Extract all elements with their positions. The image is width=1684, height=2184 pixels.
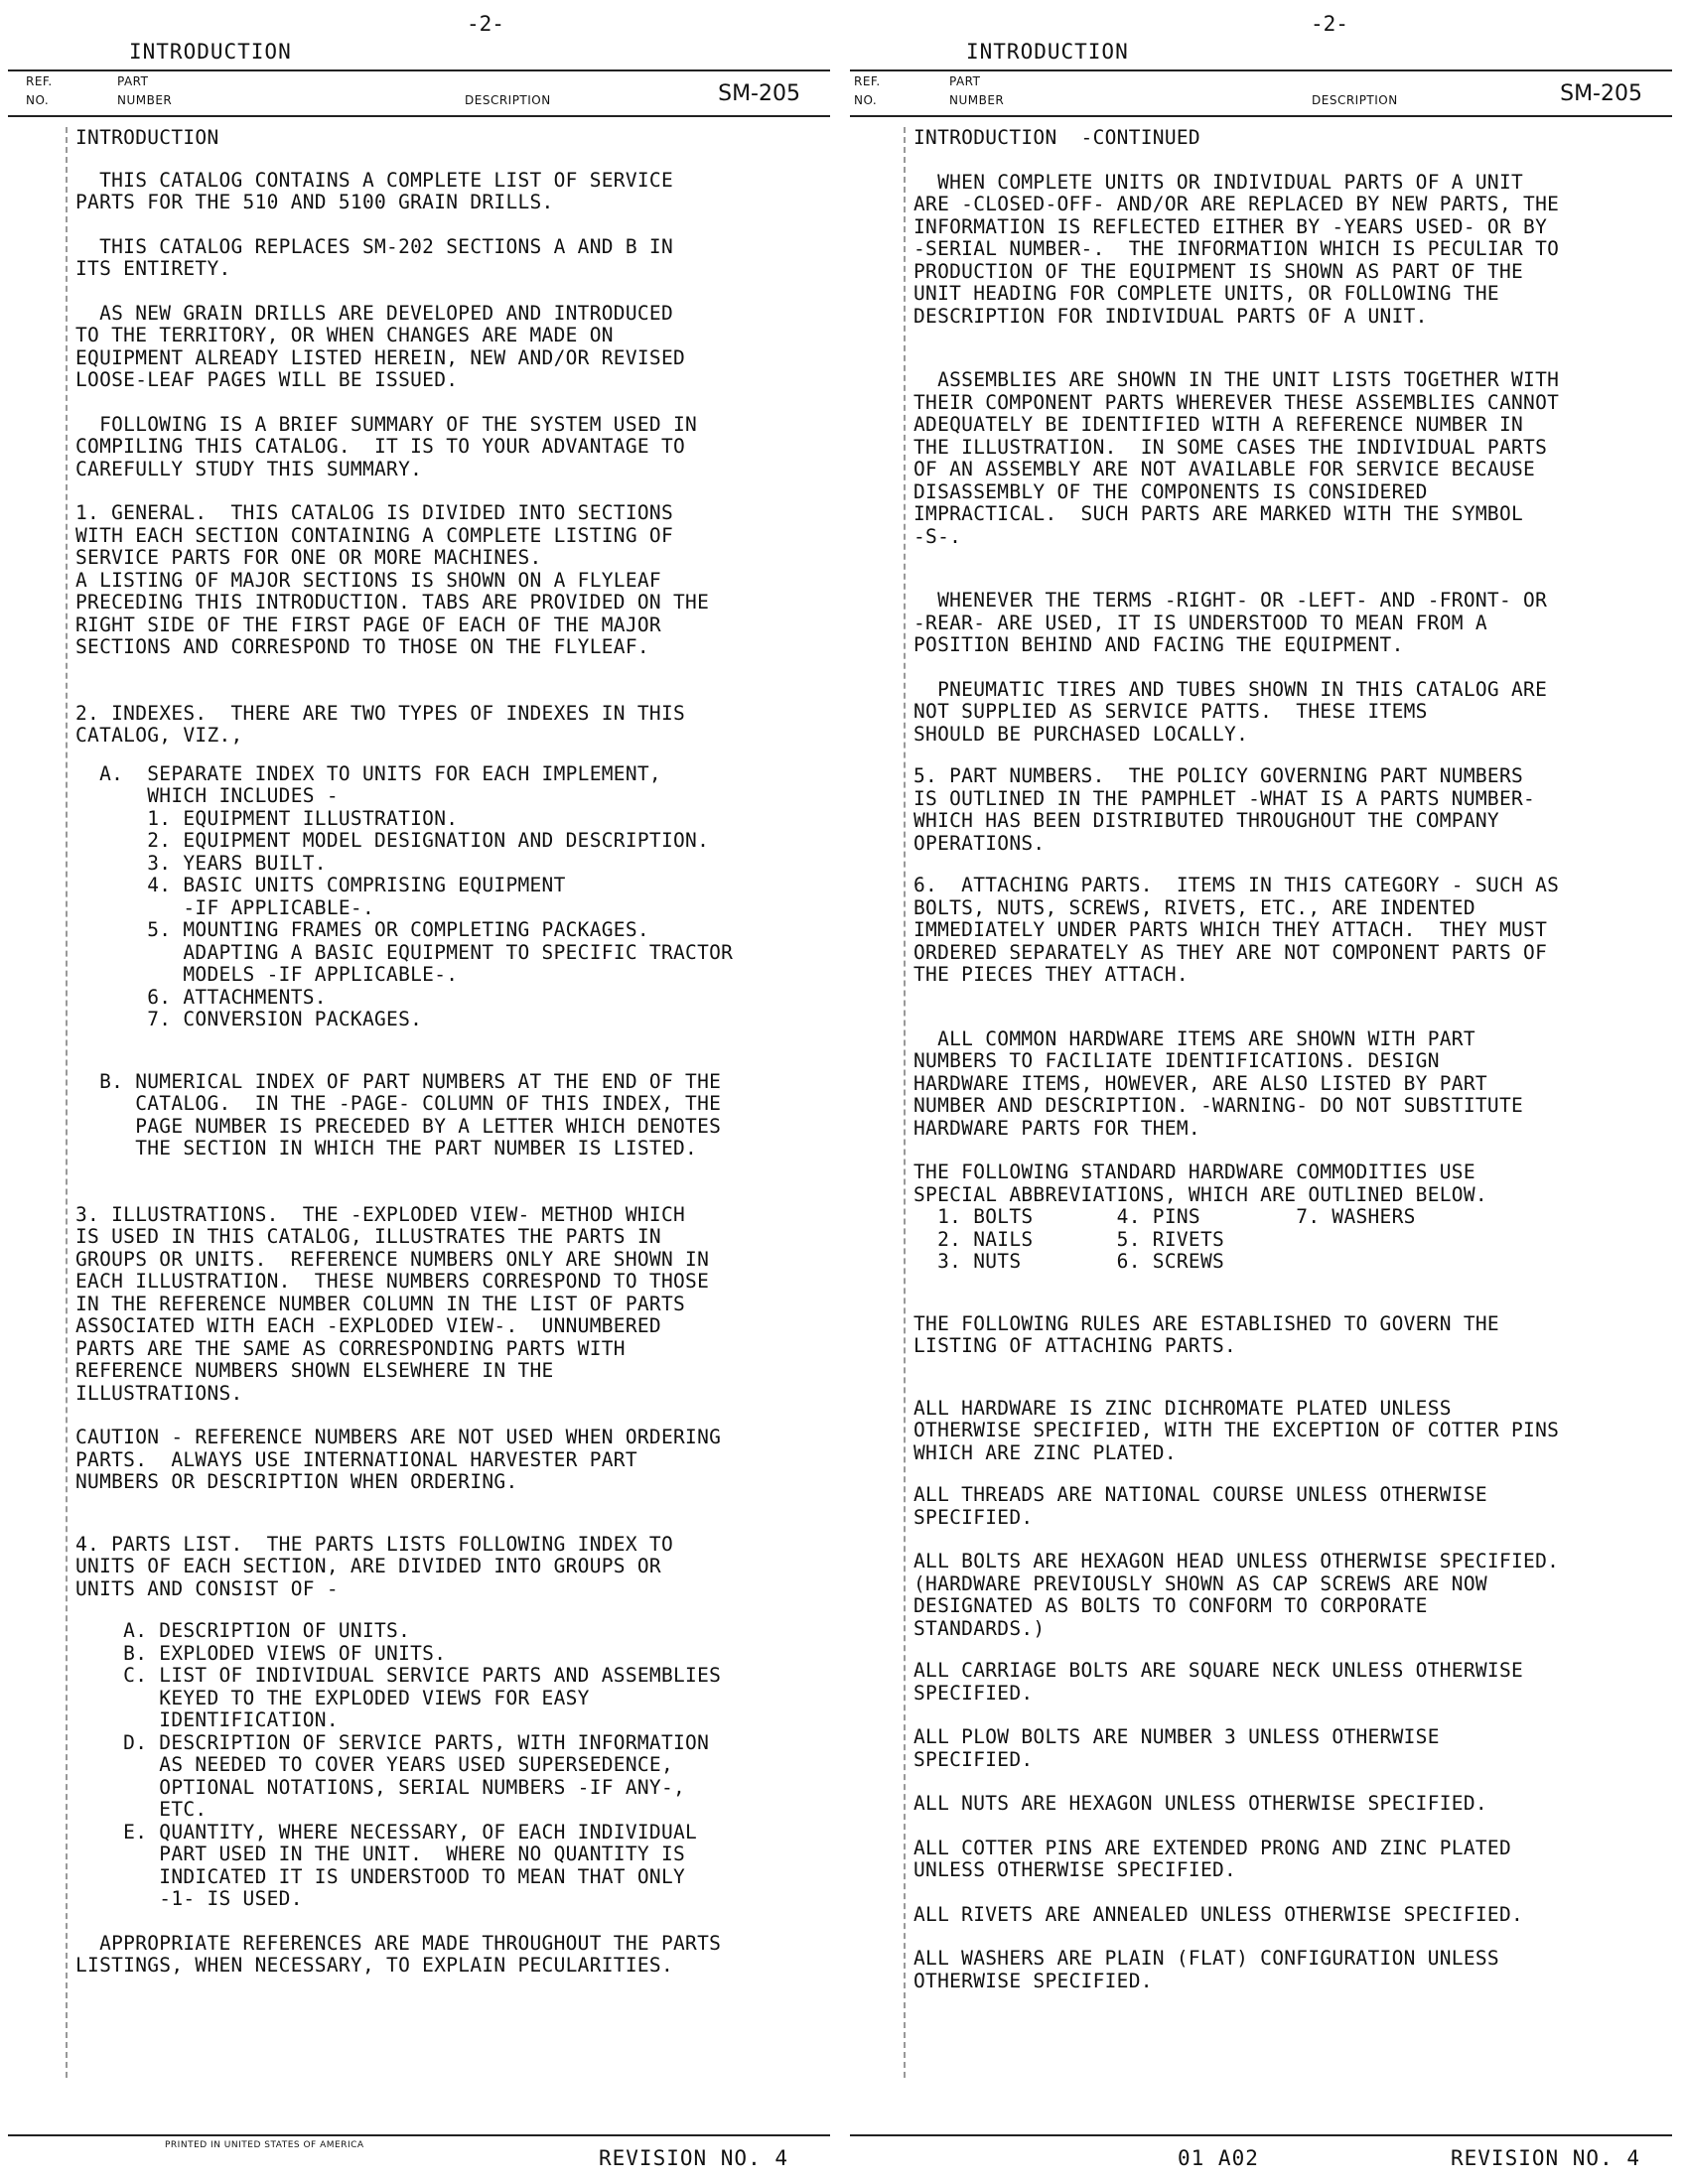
index-list-a: A. SEPARATE INDEX TO UNITS FOR EACH IMPLEMENT, WHICH INCLUDES - 1. EQUIPMENT ILLUSTRATION. 2. EQUIPMENT MODEL DESIGNATION AND DESCRIPTION. 3. YEARS BUILT. 4. BASIC UNITS COMPRISING EQUIPMENT -IF APPLICABLE-. 5. MOUNTING FRAMES OR COMPLETING PACKAGES. ADAPTING A BASIC EQUIPMENT TO SPECIFIC TRACTOR MODELS -IF APPLICABLE-. 6. ATTACHMENTS. 7. CONVERSION PACKAGES. xyxy=(99,761,734,1030)
description-header: DESCRIPTION xyxy=(1312,93,1398,107)
footer xyxy=(8,2134,830,2176)
paragraph: WHENEVER THE TERMS -RIGHT- OR -LEFT- AND -FRONT- OR -REAR- ARE USED, IT IS UNDERSTOOD TO MEAN FROM A POSITION BEHIND AND FACING THE EQUIPMENT. xyxy=(913,589,1548,656)
paragraph: FOLLOWING IS A BRIEF SUMMARY OF THE SYSTEM USED IN COMPILING THIS CATALOG. IT IS TO YOUR ADVANTAGE TO CAREFULLY STUDY THIS SUMMARY. xyxy=(75,412,698,480)
body-text xyxy=(904,127,1678,2078)
rule: ALL HARDWARE IS ZINC DICHROMATE PLATED UNLESS OTHERWISE SPECIFIED, WITH THE EXCEPTION OF COTTER PINS WHICH ARE ZINC PLATED. xyxy=(913,1396,1560,1464)
paragraph: THIS CATALOG CONTAINS A COMPLETE LIST OF SERVICE PARTS FOR THE 510 AND 5100 GRAIN DRILLS. xyxy=(75,168,673,213)
section-indexes: 2. INDEXES. THERE ARE TWO TYPES OF INDEXES IN THIS CATALOG, VIZ., xyxy=(75,701,686,747)
catalog-code: SM-205 xyxy=(718,81,800,106)
page-code: 01 A02 xyxy=(1178,2146,1259,2170)
section-attaching-parts: 6. ATTACHING PARTS. ITEMS IN THIS CATEGORY - SUCH AS BOLTS, NUTS, SCREWS, RIVETS, ETC., ARE INDENTED IMMEDIATELY UNDER PARTS WHICH THEY ATTACH. THEY MUST ORDERED SEPARATELY AS THEY ARE NOT COMPONENT PARTS OF THE PIECES THEY ATTACH. xyxy=(913,874,1560,986)
rule: ALL PLOW BOLTS ARE NUMBER 3 UNLESS OTHERWISE SPECIFIED. xyxy=(913,1725,1440,1771)
caution-note: CAUTION - REFERENCE NUMBERS ARE NOT USED WHEN ORDERING PARTS. ALWAYS USE INTERNATIONAL HARVESTER PART NUMBERS OR DESCRIPTION WHEN ORDERING. xyxy=(75,1426,722,1493)
catalog-code: SM-205 xyxy=(1560,81,1642,106)
revision-number: REVISION NO. 4 xyxy=(599,2146,789,2170)
section-illustrations: 3. ILLUSTRATIONS. THE -EXPLODED VIEW- METHOD WHICH IS USED IN THIS CATALOG, ILLUSTRATES THE PARTS IN GROUPS OR UNITS. REFERENCE NUMBERS ONLY ARE SHOWN IN EACH ILLUSTRATION. THESE NUMBERS CORRESPOND TO THOSE IN THE REFERENCE NUMBER COLUMN IN THE LIST OF PARTS ASSOCIATED WITH EACH -EXPLODED VIEW-. UNNUMBERED PARTS ARE THE SAME AS CORRESPONDING PARTS WITH REFERENCE NUMBERS SHOWN ELSEWHERE IN THE ILLUSTRATIONS. xyxy=(75,1202,710,1405)
paragraph: ASSEMBLIES ARE SHOWN IN THE UNIT LISTS TOGETHER WITH THEIR COMPONENT PARTS WHEREVER THESE ASSEMBLIES CANNOT ADEQUATELY BE IDENTIFIED WITH A REFERENCE NUMBER IN THE ILLUSTRATION. IN SOME CASES THE INDIVIDUAL PARTS OF AN ASSEMBLY ARE NOT AVAILABLE FOR SERVICE BECAUSE DISASSEMBLY OF THE COMPONENTS IS CONSIDERED IMPRACTICAL. SUCH PARTS ARE MARKED WITH THE SYMBOL -S-. xyxy=(913,368,1560,548)
section-parts-list: 4. PARTS LIST. THE PARTS LISTS FOLLOWING INDEX TO UNITS OF EACH SECTION, ARE DIVIDED INTO GROUPS OR UNITS AND CONSIST OF - xyxy=(75,1532,673,1600)
printed-notice: PRINTED IN UNITED STATES OF AMERICA xyxy=(165,2140,364,2150)
paragraph: APPROPRIATE REFERENCES ARE MADE THROUGHOUT THE PARTS LISTINGS, WHEN NECESSARY, TO EXPLAIN PECULARITIES. xyxy=(75,1931,722,1977)
rule: ALL BOLTS ARE HEXAGON HEAD UNLESS OTHERWISE SPECIFIED. (HARDWARE PREVIOUSLY SHOWN AS CAP SCREWS ARE NOW DESIGNATED AS BOLTS TO CONFORM TO CORPORATE STANDARDS.) xyxy=(913,1550,1560,1640)
paragraph: AS NEW GRAIN DRILLS ARE DEVELOPED AND INTRODUCED TO THE TERRITORY, OR WHEN CHANGES ARE MADE ON EQUIPMENT ALREADY LISTED HEREIN, NEW AND/OR REVISED LOOSE-LEAF PAGES WILL BE ISSUED. xyxy=(75,301,686,391)
description-header: DESCRIPTION xyxy=(465,93,551,107)
paragraph: PNEUMATIC TIRES AND TUBES SHOWN IN THIS CATALOG ARE NOT SUPPLIED AS SERVICE PATTS. THESE ITEMS SHOULD BE PURCHASED LOCALLY. xyxy=(913,677,1548,746)
footer xyxy=(850,2134,1672,2176)
paragraph: ALL COMMON HARDWARE ITEMS ARE SHOWN WITH PART NUMBERS TO FACILIATE IDENTIFICATIONS. DESIGN HARDWARE ITEMS, HOWEVER, ARE ALSO LISTED BY PART NUMBER AND DESCRIPTION. -WARNING- DO NOT SUBSTITUTE HARDWARE PARTS FOR THEM. xyxy=(913,1026,1524,1140)
ref-header-no: NO. xyxy=(26,93,50,107)
page-number: -2- xyxy=(1311,12,1348,36)
rule: ALL NUTS ARE HEXAGON UNLESS OTHERWISE SPECIFIED. xyxy=(913,1792,1487,1815)
page-number: -2- xyxy=(467,12,504,36)
index-list-b: B. NUMERICAL INDEX OF PART NUMBERS AT THE END OF THE CATALOG. IN THE -PAGE- COLUMN OF THIS INDEX, THE PAGE NUMBER IS PRECEDED BY A LETTER WHICH DENOTES THE SECTION IN WHICH THE PART NUMBER IS LISTED. xyxy=(99,1069,722,1160)
rule: ALL WASHERS ARE PLAIN (FLAT) CONFIGURATION UNLESS OTHERWISE SPECIFIED. xyxy=(913,1947,1499,1992)
paragraph: WHEN COMPLETE UNITS OR INDIVIDUAL PARTS OF A UNIT ARE -CLOSED-OFF- AND/OR ARE REPLACED BY NEW PARTS, THE INFORMATION IS REFLECTED EITHER BY -YEARS USED- OR BY -SERIAL NUMBER-. THE INFORMATION WHICH IS PECULIAR TO PRODUCTION OF THE EQUIPMENT IS SHOWN AS PART OF THE UNIT HEADING FOR COMPLETE UNITS, OR FOLLOWING THE DESCRIPTION FOR INDIVIDUAL PARTS OF A UNIT. xyxy=(913,170,1560,328)
body-text xyxy=(66,127,830,2078)
paragraph: THE FOLLOWING RULES ARE ESTABLISHED TO GOVERN THE LISTING OF ATTACHING PARTS. xyxy=(913,1311,1499,1357)
section-general: 1. GENERAL. THIS CATALOG IS DIVIDED INTO SECTIONS WITH EACH SECTION CONTAINING A COMPLETE LISTING OF SERVICE PARTS FOR ONE OR MORE MACHINES. A LISTING OF MAJOR SECTIONS IS SHOWN ON A FLYLEAF PRECEDING THIS INTRODUCTION. TABS ARE PROVIDED ON THE RIGHT SIDE OF THE FIRST PAGE OF EACH OF THE MAJOR SECTIONS AND CORRESPOND TO THOSE ON THE FLYLEAF. xyxy=(75,501,710,658)
part-header: PART xyxy=(949,74,981,88)
paragraph: THIS CATALOG REPLACES SM-202 SECTIONS A AND B IN ITS ENTIRETY. xyxy=(75,234,673,280)
section-title: INTRODUCTION xyxy=(129,40,292,64)
part-number-header: NUMBER xyxy=(949,93,1005,107)
heading-introduction: INTRODUCTION xyxy=(75,126,219,149)
rule: ALL RIVETS ARE ANNEALED UNLESS OTHERWISE SPECIFIED. xyxy=(913,1902,1524,1926)
rule: ALL COTTER PINS ARE EXTENDED PRONG AND ZINC PLATED UNLESS OTHERWISE SPECIFIED. xyxy=(913,1836,1511,1881)
section-part-numbers: 5. PART NUMBERS. THE POLICY GOVERNING PART NUMBERS IS OUTLINED IN THE PAMPHLET -WHAT IS A PARTS NUMBER- WHICH HAS BEEN DISTRIBUTED THROUGHOUT THE COMPANY OPERATIONS. xyxy=(913,764,1536,855)
heading-continued: INTRODUCTION -CONTINUED xyxy=(913,126,1200,149)
revision-number: REVISION NO. 4 xyxy=(1451,2146,1641,2170)
parts-list-items: A. DESCRIPTION OF UNITS. B. EXPLODED VIEWS OF UNITS. C. LIST OF INDIVIDUAL SERVICE PARTS AND ASSEMBLIES KEYED TO THE EXPLODED VIEWS FOR EASY IDENTIFICATION. D. DESCRIPTION OF SERVICE PARTS, WITH INFORMATION AS NEEDED TO COVER YEARS USED SUPERSEDENCE, OPTIONAL NOTATIONS, SERIAL NUMBERS -IF ANY-, ETC. E. QUANTITY, WHERE NECESSARY, OF EACH INDIVIDUAL PART USED IN THE UNIT. WHERE NO QUANTITY IS INDICATED IT IS UNDERSTOOD TO MEAN THAT ONLY -1- IS USED. xyxy=(123,1619,722,1910)
ref-header: REF. xyxy=(26,74,53,88)
rule: ALL CARRIAGE BOLTS ARE SQUARE NECK UNLESS OTHERWISE SPECIFIED. xyxy=(913,1659,1524,1705)
part-number-header: NUMBER xyxy=(117,93,173,107)
rule: ALL THREADS ARE NATIONAL COURSE UNLESS OTHERWISE SPECIFIED. xyxy=(913,1483,1487,1529)
right-page xyxy=(842,0,1684,2184)
hardware-abbreviations: THE FOLLOWING STANDARD HARDWARE COMMODITIES USE SPECIAL ABBREVIATIONS, WHICH ARE OUTLINED BELOW. 1. BOLTS 4. PINS 7. WASHERS 2. NAILS 5. RIVETS 3. NUTS 6. SCREWS xyxy=(913,1160,1487,1273)
part-header: PART xyxy=(117,74,149,88)
column-header xyxy=(8,69,830,117)
ref-header-no: NO. xyxy=(854,93,878,107)
column-header xyxy=(850,69,1672,117)
ref-header: REF. xyxy=(854,74,881,88)
section-title: INTRODUCTION xyxy=(966,40,1129,64)
